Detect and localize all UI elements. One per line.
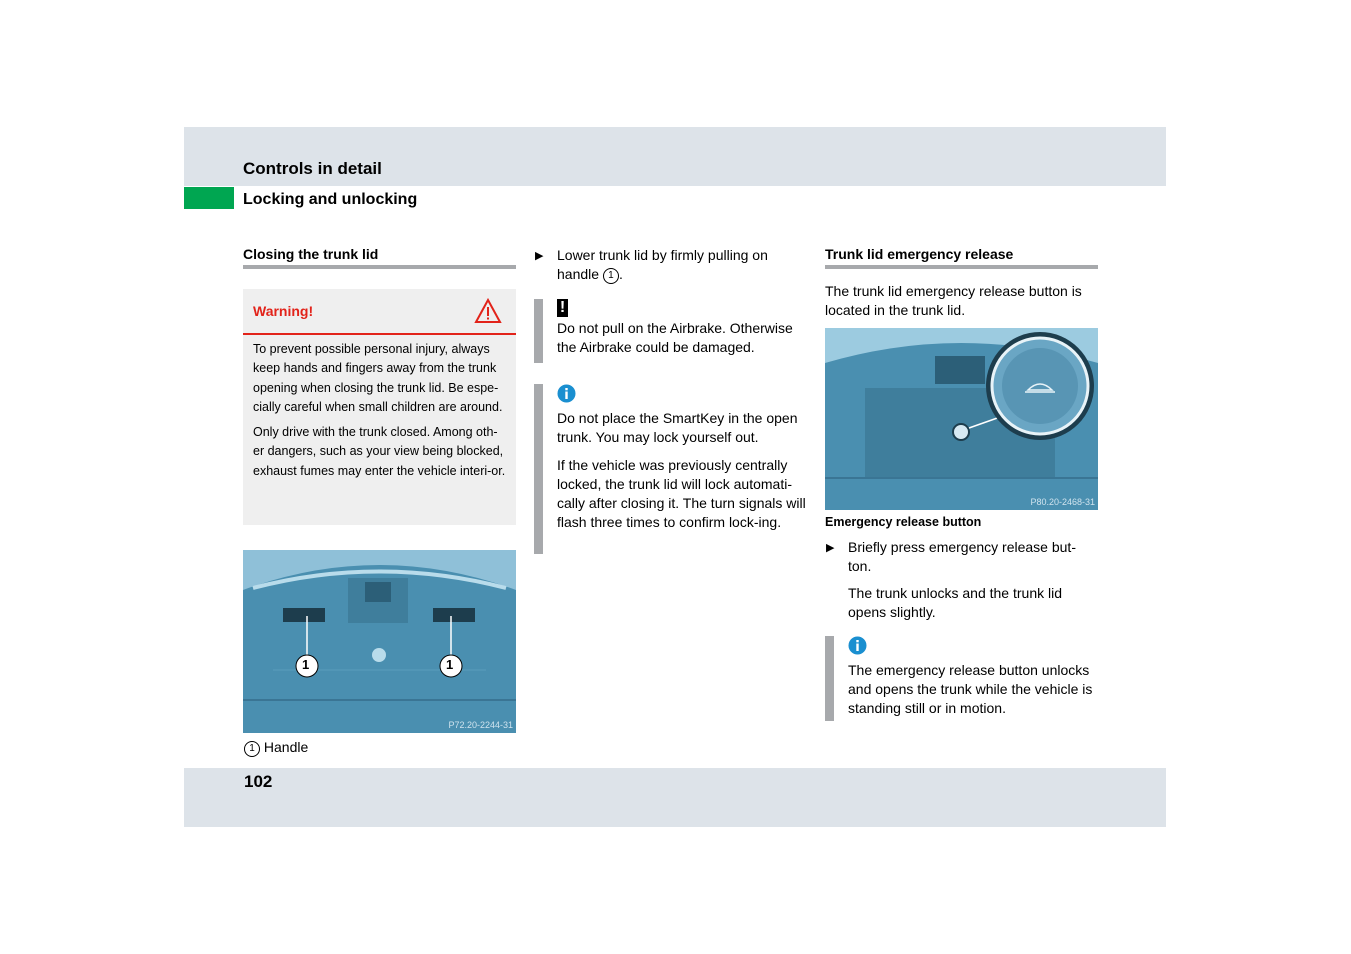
step-result: The trunk unlocks and the trunk lid opens slightly. [848,585,1063,620]
photo-caption: Emergency release button [825,515,982,529]
caution-exclamation-icon: ! [557,299,568,317]
caution-note [534,299,809,363]
info-paragraph: Do not place the SmartKey in the open trunk. You may lock yourself out. [557,410,798,445]
step-punctuation: . [618,266,623,282]
warning-paragraph: To prevent possible personal injury, always keep hands and fingers away from the trunk opening when closing the trunk lid. Be espe-cially careful when small children are around. [253,342,503,414]
step-arrow-icon: ▶ [826,542,835,554]
section-title: Locking and unlocking [243,191,418,208]
chapter-title: Controls in detail [243,159,382,178]
warning-triangle-icon [474,298,502,324]
info-note [825,636,1099,721]
legend-label: Handle [263,739,309,755]
footer-band [184,768,1166,827]
step-arrow-icon: ▶ [535,250,544,262]
info-note [534,384,809,554]
callout-1: 1 [446,657,454,672]
page-number: 102 [244,772,273,791]
step-number: 1 [603,268,619,284]
info-icon [557,384,576,403]
info-paragraph: The emergency release button unlocks and opens the trunk while the vehicle is standing still or in motion. [848,662,1093,716]
warning-box [243,289,516,525]
step-text: Briefly press emergency release but-ton. [848,539,1076,574]
step-text: Lower trunk lid by firmly pulling on handle [557,247,768,282]
caution-text: Do not pull on the Airbrake. Otherwise the Airbrake could be damaged. [557,320,793,355]
section-marker [184,187,234,209]
warning-header [243,289,516,335]
trunk-handles-photo [243,550,516,733]
intro-text: The trunk lid emergency release button is located in the trunk lid. [825,283,1082,318]
info-icon [848,636,867,655]
warning-body [243,335,516,481]
emergency-release-photo [825,328,1098,510]
step-instruction [557,246,797,284]
legend-number: 1 [244,741,260,757]
photo-reference-code: P72.20-2244-31 [448,720,513,730]
info-paragraph: If the vehicle was previously centrally locked, the trunk lid will lock automati-cally after closing it. The turn signals will flash three times to confirm lock-ing. [557,457,806,530]
heading-trunk-emergency-release: Trunk lid emergency release [825,246,1098,269]
callout-1: 1 [302,657,310,672]
heading-closing-trunk-lid: Closing the trunk lid [243,246,516,269]
photo-reference-code: P80.20-2468-31 [1030,497,1095,507]
warning-paragraph: Only drive with the trunk closed. Among oth-er dangers, such as your view being blocked, exhaust fumes may enter the vehicle interi-or. [253,425,506,478]
warning-title: Warning! [253,303,314,319]
photo-legend [244,738,308,757]
